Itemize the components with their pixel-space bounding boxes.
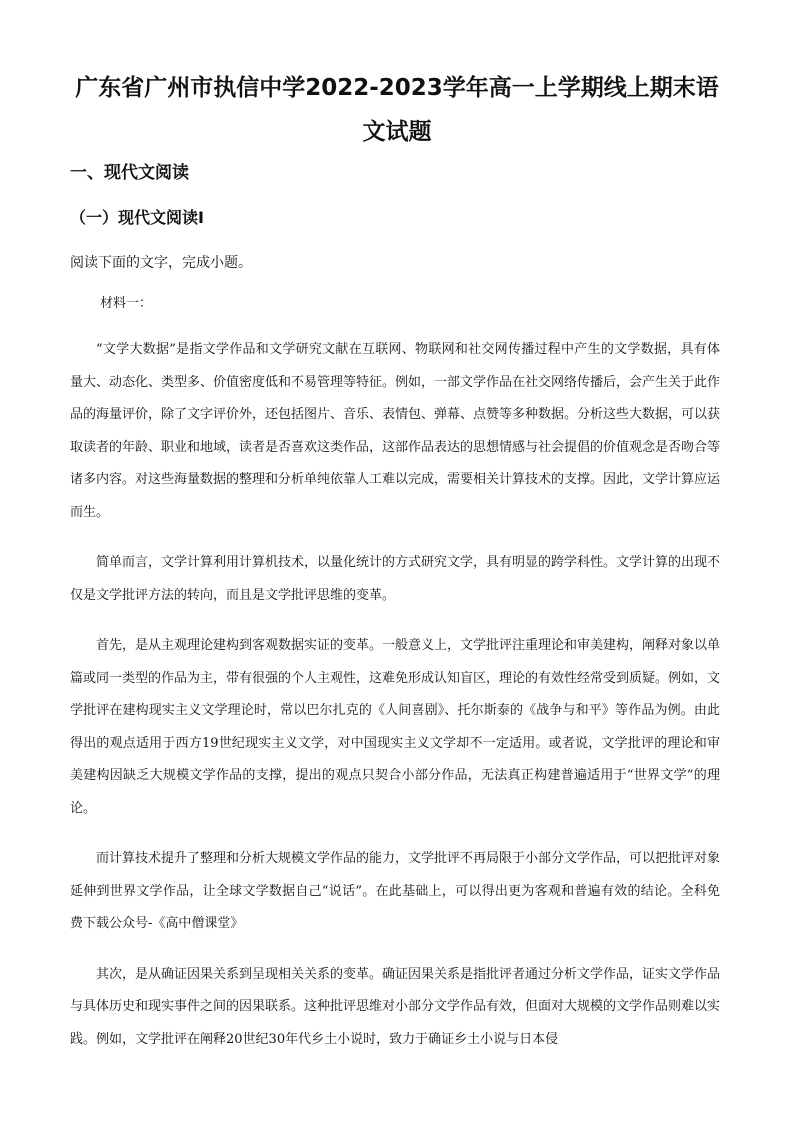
article-body (70, 334, 720, 1074)
section-heading: 一、现代文阅读 (70, 163, 189, 183)
paragraph: “文学大数据”是指文学作品和文学研究文献在互联网、物联网和社交网传播过程中产生的文学数据，具有体量大、动态化、类型多、价值密度低和不易管理等特征。例如，一部文学作品在社交网络传播后，会产生关于此作品的海量评价，除了文字评价外，还包括图片、音乐、表情包、弹幕、点赞等多种数据。分析这些大数据，可以获取读者的年龄、职业和地域，读者是否喜欢这类作品，这部作品表达的思想情感与社会提倡的价值观念是否吻合等诸多内容。对这些海量数据的整理和分析单纯依靠人工难以完成，需要相关计算技术的支撑。因此，文学计算应运而生。 (70, 342, 721, 520)
paragraph: 而计算技术提升了整理和分析大规模文学作品的能力，文学批评不再局限于小部分文学作品，可以把批评对象延伸到世界文学作品，让全球文学数据自己“说话”。在此基础上，可以得出更为客观和普遍有效的结论。全科免费下载公众号-《高中僧课堂》 (70, 851, 721, 931)
document-title: 广东省广州市执信中学2022-2023学年高一上学期线上期末语文试题 (75, 75, 719, 145)
reading-instruction: 阅读下面的文字，完成小题。 (70, 255, 252, 271)
material-label: 材料一： (100, 296, 153, 311)
paragraph: 首先，是从主观理论建构到客观数据实证的变革。一般意义上，文学批评注重理论和审美建构，阐释对象以单篇或同一类型的作品为主，带有很强的个人主观性，这难免形成认知盲区，理论的有效性经常受到质疑。例如，文学批评在建构现实主义文学理论时，常以巴尔扎克的《人间喜剧》、托尔斯泰的《战争与和平》等作品为例。由此得出的观点适用于西方19世纪现实主义文学，对中国现实主义文学却不一定适用。或者说，文学批评的理论和审美建构因缺乏大规模文学作品的支撑，提出的观点只契合小部分作品，无法真正构建普遍适用于“世界文学”的理论。 (70, 638, 721, 816)
subsection-heading: （一）现代文阅读I (70, 208, 204, 227)
paragraph: 其次，是从确证因果关系到呈现相关关系的变革。确证因果关系是指批评者通过分析文学作品，证实文学作品与具体历史和现实事件之间的因果联系。这种批评思维对小部分文学作品有效，但面对大规模的文学作品则难以实践。例如，文学批评在阐释20世纪30年代乡土小说时，致力于确证乡土小说与日本侵 (70, 966, 721, 1047)
paragraph: 简单而言，文学计算利用计算机技术，以量化统计的方式研究文学，具有明显的跨学科性。文学计算的出现不仅是文学批评方法的转向，而且是文学批评思维的变革。 (70, 555, 721, 603)
